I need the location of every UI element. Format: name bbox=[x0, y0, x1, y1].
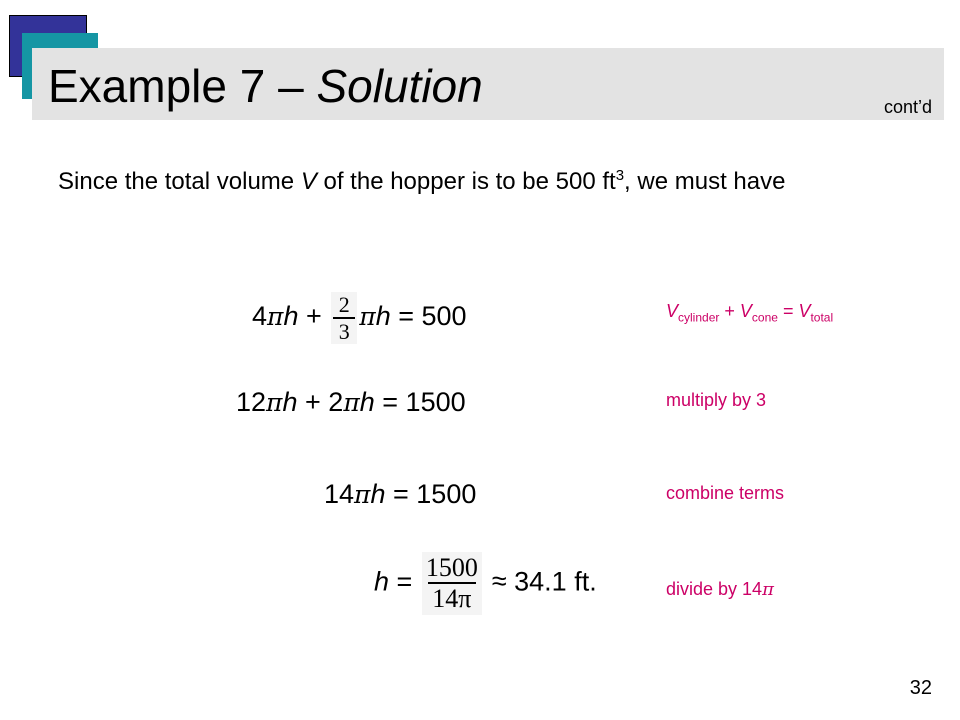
eq4-result: 34.1 ft. bbox=[506, 566, 597, 597]
eq2-rhs: = 1500 bbox=[374, 387, 466, 417]
fraction-denominator: 3 bbox=[338, 319, 350, 345]
eq1-rhs: = 500 bbox=[390, 301, 467, 332]
eq1-coef: 4 bbox=[252, 301, 268, 332]
note1-eq: = bbox=[777, 301, 799, 321]
eq3-rhs: = 1500 bbox=[385, 479, 477, 509]
title-italic: Solution bbox=[316, 60, 483, 112]
note4-text: divide by 14 bbox=[666, 579, 763, 599]
note1-sub-total: total bbox=[810, 310, 834, 325]
continued-label: cont’d bbox=[883, 97, 932, 117]
note1-sub-cylinder: cylinder bbox=[678, 310, 720, 325]
slide-title bbox=[48, 54, 483, 118]
eq2-coef: 12 bbox=[236, 387, 267, 417]
intro-var-v: V bbox=[300, 168, 317, 195]
title-main: Example 7 – bbox=[48, 60, 317, 112]
note1-v2: V bbox=[739, 301, 752, 321]
note1-plus: + bbox=[719, 301, 740, 321]
approx-symbol: ≈ bbox=[491, 566, 507, 597]
equation-3 bbox=[324, 477, 476, 512]
fraction-1500-over-14pi bbox=[422, 552, 482, 615]
eq2-plus: + 2 bbox=[297, 387, 344, 417]
eq4-equals: = bbox=[389, 566, 420, 597]
note-2: multiply by 3 bbox=[666, 390, 767, 410]
note-3: combine terms bbox=[666, 483, 785, 503]
fraction-numerator: 2 bbox=[338, 292, 350, 317]
intro-part1: Since the total volume bbox=[58, 168, 301, 195]
note1-sub-cone: cone bbox=[751, 310, 778, 325]
note1-v1: V bbox=[666, 301, 679, 321]
eq1-pi2: π bbox=[359, 302, 376, 332]
intro-exponent: 3 bbox=[615, 167, 625, 184]
intro-text bbox=[58, 164, 918, 200]
equation-4 bbox=[374, 552, 597, 615]
eq2-h2: h bbox=[359, 387, 375, 417]
eq2-pi: π bbox=[266, 388, 283, 417]
eq2-h: h bbox=[282, 387, 298, 417]
note4-pi: π bbox=[762, 579, 774, 600]
eq3-pi: π bbox=[354, 480, 371, 509]
eq3-coef: 14 bbox=[324, 479, 355, 509]
intro-part2: of the hopper is to be 500 ft bbox=[316, 168, 616, 195]
page-number: 32 bbox=[909, 677, 932, 699]
fraction-two-thirds bbox=[331, 292, 357, 344]
fraction-numerator: 1500 bbox=[425, 553, 478, 582]
eq1-h2: h bbox=[375, 301, 391, 332]
eq1-h: h bbox=[283, 301, 299, 332]
eq3-h: h bbox=[370, 479, 386, 509]
note1-v3: V bbox=[798, 301, 811, 321]
intro-part3: , we must have bbox=[624, 168, 786, 195]
equation-2 bbox=[236, 385, 466, 420]
note-4 bbox=[666, 578, 774, 601]
fraction-denominator: 14π bbox=[432, 584, 472, 614]
eq4-h: h bbox=[374, 566, 390, 597]
eq2-pi2: π bbox=[343, 388, 360, 417]
eq1-pi: π bbox=[267, 302, 284, 332]
note-1 bbox=[666, 300, 833, 329]
equation-1 bbox=[252, 292, 467, 344]
eq1-plus: + bbox=[298, 301, 330, 332]
